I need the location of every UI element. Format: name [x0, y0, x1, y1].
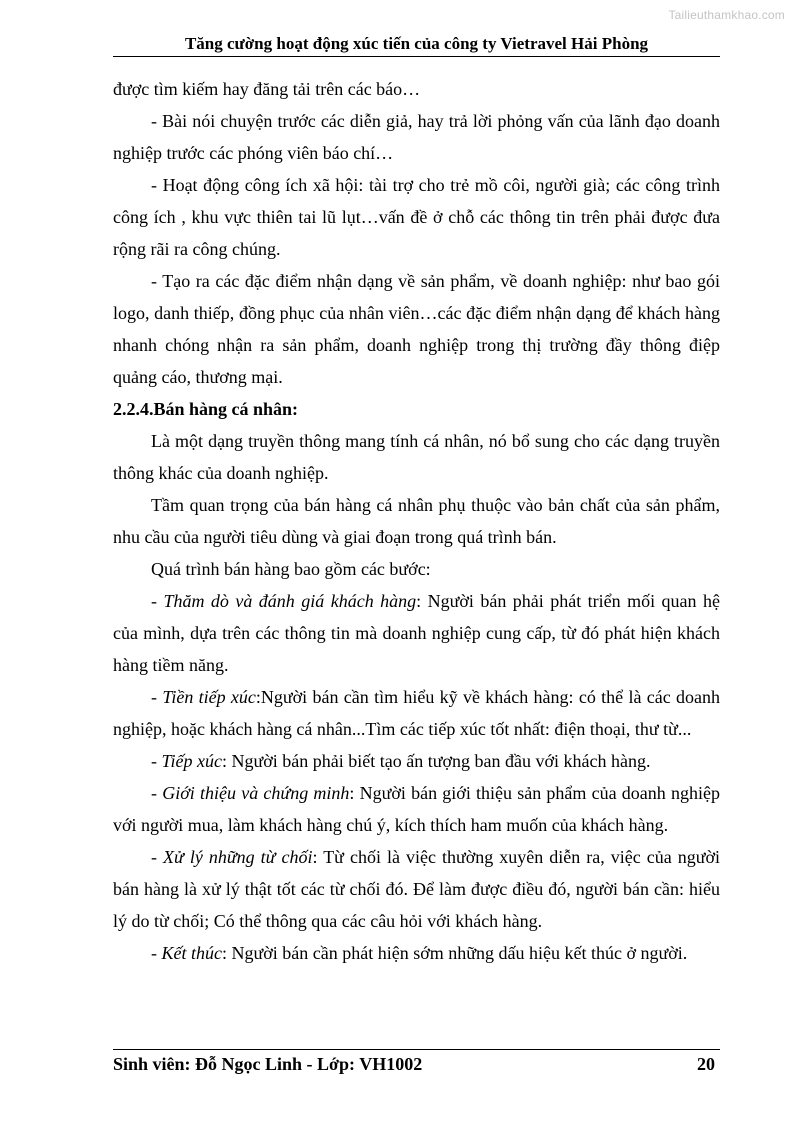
header-divider: [113, 56, 720, 57]
step-dash: -: [151, 751, 162, 771]
footer-divider: [113, 1049, 720, 1050]
step-objections: [113, 841, 720, 937]
section-heading: [113, 393, 720, 425]
step-dash: -: [151, 687, 163, 707]
step-dash: -: [151, 943, 162, 963]
step-term: Tiếp xúc: [161, 751, 222, 771]
paragraph-definition: Là một dạng truyền thông mang tính cá nhân, nó bổ sung cho các dạng truyền thông khác của doanh nghiệp.: [113, 431, 720, 483]
step-presentation: [113, 777, 720, 841]
paragraph-public-service: - Hoạt động công ích xã hội: tài trợ cho trẻ mồ côi, người già; các công trình công ích , khu vực thiên tai lũ lụt…vấn đề ở chỗ các thông tin trên phải được đưa rộng rãi ra công chúng.: [113, 175, 720, 259]
step-term: Tiền tiếp xúc: [162, 687, 256, 707]
paragraph-speeches: - Bài nói chuyện trước các diễn giả, hay trả lời phỏng vấn của lãnh đạo doanh nghiệp trước các phóng viên báo chí…: [113, 111, 720, 163]
section-title: .Bán hàng cá nhân:: [149, 399, 299, 419]
paragraph-steps-intro: Quá trình bán hàng bao gồm các bước:: [151, 559, 431, 579]
step-text: : Từ chối là việc thường xuyên diễn ra, việc của người bán hàng là xử lý thật tốt các từ chối đó. Để làm được điều đó, người bán cần: hiểu lý do từ chối; Có thể thông qua các câu hỏi với khách hàng.: [113, 847, 720, 931]
step-term: Giới thiệu và chứng minh: [162, 783, 350, 803]
step-prospecting: [113, 585, 720, 681]
paragraph-identity: - Tạo ra các đặc điểm nhận dạng về sản phẩm, về doanh nghiệp: như bao gói logo, danh thiếp, đồng phục của nhân viên…các đặc điểm nhận dạng để khách hàng nhanh chóng nhận ra sản phẩm, doanh nghiệp trong thị trường đầy thông điệp quảng cáo, thương mại.: [113, 271, 720, 387]
paragraph-continuation: được tìm kiếm hay đăng tải trên các báo…: [113, 79, 421, 99]
page-body: [113, 73, 720, 969]
step-approach: [113, 745, 720, 777]
step-dash: -: [151, 591, 164, 611]
step-text: : Người bán giới thiệu sản phẩm của doanh nghiệp với người mua, làm khách hàng chú ý, kích thích ham muốn của khách hàng.: [113, 783, 720, 835]
step-closing: [113, 937, 720, 969]
footer-author: Sinh viên: Đỗ Ngọc Linh - Lớp: VH1002: [113, 1054, 423, 1074]
section-number: 2.2.4: [113, 399, 149, 419]
step-text: : Người bán phải biết tạo ấn tượng ban đầu với khách hàng.: [222, 751, 651, 771]
step-dash: -: [151, 847, 164, 867]
step-term: Kết thúc: [161, 943, 222, 963]
step-dash: -: [151, 783, 163, 803]
watermark: Tailieuthamkhao.com: [668, 8, 785, 22]
page-header-title: Tăng cường hoạt động xúc tiến của công ty Vietravel Hải Phòng: [184, 34, 649, 53]
step-term: Thăm dò và đánh giá khách hàng: [163, 591, 417, 611]
step-text: :Người bán cần tìm hiểu kỹ về khách hàng: có thể là các doanh nghiệp, hoặc khách hàng cá nhân...Tìm các tiếp xúc tốt nhất: điện thoại, thư từ...: [113, 687, 721, 739]
step-pre-approach: [113, 681, 720, 745]
page-number: 20: [697, 1054, 715, 1074]
step-text: : Người bán phải phát triển mối quan hệ của mình, dựa trên các thông tin mà doanh nghiệp cung cấp, từ đó phát hiện khách hàng tiềm năng.: [113, 591, 720, 675]
step-text: : Người bán cần phát hiện sớm những dấu hiệu kết thúc ở người.: [222, 943, 688, 963]
step-term: Xử lý những từ chối: [163, 847, 313, 867]
paragraph-importance: Tầm quan trọng của bán hàng cá nhân phụ thuộc vào bản chất của sản phẩm, nhu cầu của người tiêu dùng và giai đoạn trong quá trình bán.: [113, 495, 720, 547]
